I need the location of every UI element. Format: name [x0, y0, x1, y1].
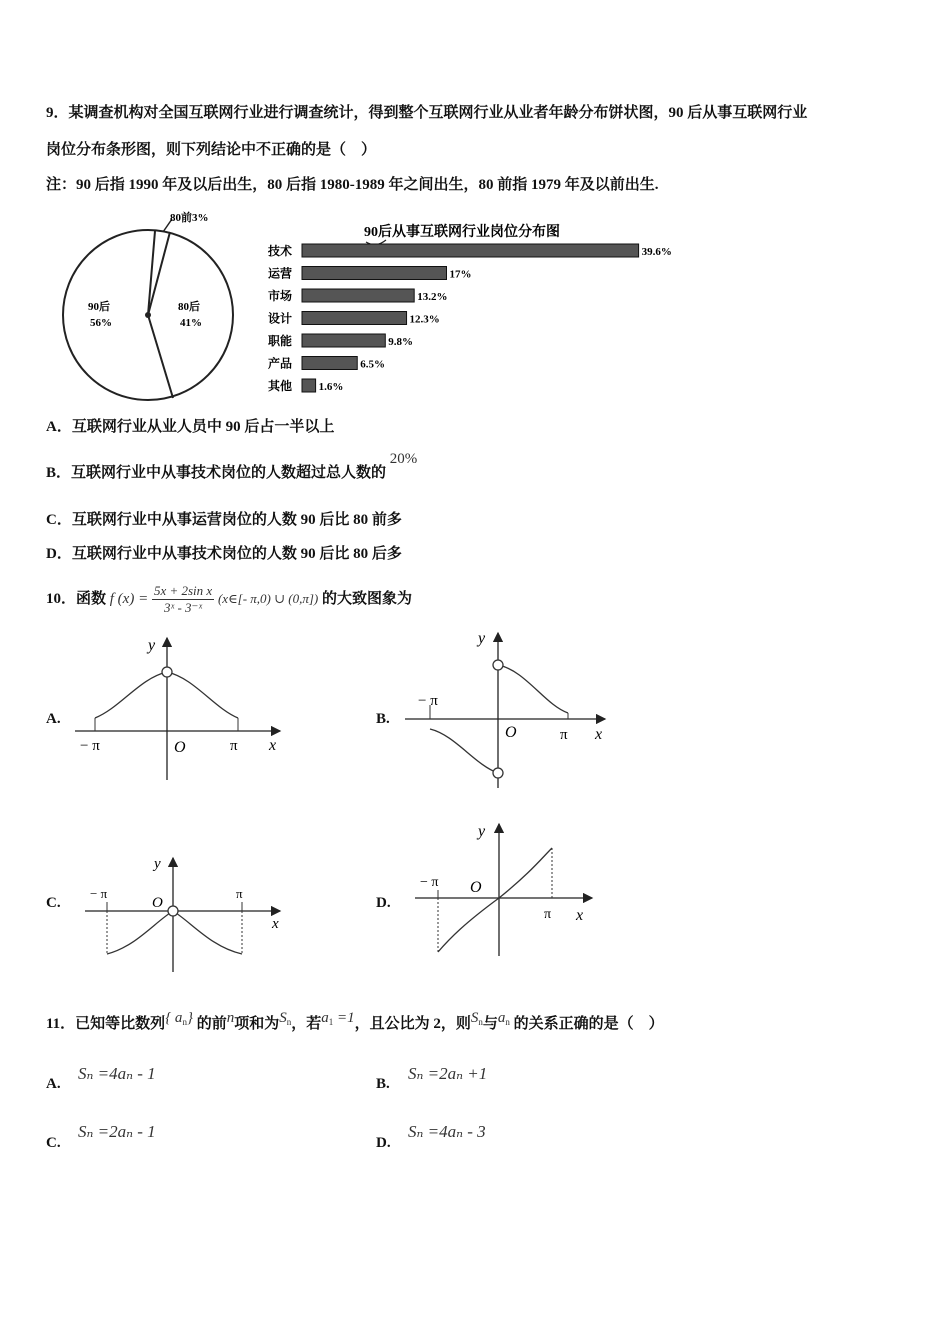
- q10-suffix: 的大致图象为: [322, 591, 413, 607]
- q10-denominator: 3ˣ - 3⁻ˣ: [164, 600, 203, 616]
- bar-category-label: 其他: [268, 379, 293, 393]
- q11-option-d-expr[interactable]: Sₙ =4aₙ - 3: [408, 1122, 486, 1141]
- q11-Sn: [279, 1010, 291, 1026]
- q10-fraction: [152, 583, 214, 616]
- bar: [302, 379, 316, 392]
- bar: [302, 267, 447, 280]
- open-point-bottom: [493, 768, 503, 778]
- q11-text-5: ，且公比为 2，则: [354, 1016, 471, 1032]
- q10-graph-a[interactable]: [70, 628, 290, 788]
- q11-text-2: 的前: [196, 1016, 227, 1032]
- q10-option-a-label[interactable]: A.: [46, 711, 61, 727]
- q10-option-d-label[interactable]: D.: [376, 895, 391, 911]
- q11-Sn-2: [471, 1010, 483, 1026]
- q11-option-a-label[interactable]: A.: [46, 1076, 61, 1092]
- bar: [302, 289, 414, 302]
- q9-stem-line2: 岗位分布条形图，则下列结论中不正确的是（ ）: [46, 142, 377, 158]
- origin-label: O: [505, 724, 517, 741]
- q11-a1: [321, 1010, 354, 1026]
- q11-option-a-expr[interactable]: Sₙ =4aₙ - 1: [78, 1064, 156, 1083]
- q10-option-c-label[interactable]: C.: [46, 895, 61, 911]
- q11-S: S: [279, 1010, 287, 1026]
- q11-seq-close: }: [186, 1010, 193, 1026]
- q9-option-c[interactable]: C．互联网行业中从事运营岗位的人数 90 后比 80 前多: [46, 512, 402, 528]
- bar-category-label: 技术: [268, 244, 293, 258]
- bar: [302, 357, 357, 370]
- bar-value-label: 9.8%: [388, 336, 414, 348]
- q11-option-c-expr[interactable]: Sₙ =2aₙ - 1: [78, 1122, 156, 1141]
- curve-left: [430, 729, 498, 773]
- y-label: y: [478, 823, 486, 840]
- q10-option-b-label[interactable]: B.: [376, 711, 390, 727]
- x-label: x: [272, 916, 279, 932]
- y-label: y: [148, 637, 156, 654]
- q11-stem: [46, 1010, 664, 1038]
- q11-n: n: [226, 1010, 235, 1026]
- bar-value-label: 6.5%: [360, 358, 385, 371]
- pie-label-80qian: 80前3%: [170, 212, 209, 224]
- q11-S-sub-2: n: [478, 1017, 483, 1027]
- bar-value-label: 1.6%: [318, 381, 344, 393]
- q11-option-c-label[interactable]: C.: [46, 1135, 61, 1151]
- pie-label-80hou: 80后: [178, 301, 200, 313]
- q9-stem-line1: 9．某调查机构对全国互联网行业进行调查统计，得到整个互联网行业从业者年龄分布饼状图，90 后从事互联网行业: [46, 105, 808, 121]
- open-point-top: [493, 660, 503, 670]
- position-bar-chart: [262, 212, 712, 402]
- q10-fx: f (x) =: [109, 591, 149, 607]
- bar-category-label: 市场: [268, 289, 293, 303]
- q9-option-b[interactable]: [46, 451, 418, 483]
- origin-label: O: [152, 895, 163, 911]
- origin-label: O: [470, 879, 482, 896]
- q11-option-b-expr[interactable]: Sₙ =2aₙ +1: [408, 1064, 488, 1083]
- bar: [302, 244, 639, 257]
- x-label: x: [269, 737, 277, 754]
- q11-S-2: S: [470, 1010, 479, 1026]
- open-point: [168, 906, 178, 916]
- bar-value-label: 13.2%: [417, 291, 448, 303]
- pi-label: π: [560, 727, 568, 743]
- pi-label: π: [230, 738, 238, 754]
- bar-category-label: 职能: [268, 334, 293, 348]
- bar-value-label: 12.3%: [409, 313, 440, 326]
- q11-S-sub: n: [286, 1017, 292, 1027]
- q10-prefix: 10．函数: [46, 591, 107, 607]
- pie-divider-3: [148, 315, 173, 398]
- pi-label: π: [236, 886, 243, 901]
- neg-pi-label: − π: [420, 875, 439, 890]
- pie-value-80hou: 41%: [180, 317, 202, 329]
- q10-stem: [46, 580, 412, 618]
- q11-text-6: 与: [482, 1016, 498, 1032]
- q9-option-b-text: B．互联网行业中从事技术岗位的人数超过总人数的: [46, 465, 387, 481]
- pie-center: [145, 312, 151, 318]
- pi-label: π: [544, 907, 552, 922]
- q10-graph-c[interactable]: [80, 852, 290, 977]
- bar-category-label: 产品: [268, 356, 293, 371]
- bar-chart-title: 90后从事互联网行业岗位分布图: [364, 225, 560, 240]
- q11-a1-sub: 1: [328, 1017, 334, 1027]
- q9-option-d[interactable]: D．互联网行业中从事技术岗位的人数 90 后比 80 后多: [46, 546, 402, 562]
- origin-label: O: [174, 739, 186, 756]
- pie-value-90hou: 56%: [90, 317, 112, 329]
- q11-a1-a: a: [321, 1010, 329, 1026]
- q9-option-b-math: 20%: [389, 451, 418, 467]
- curve: [107, 911, 242, 954]
- q11-text-3: 项和为: [234, 1016, 280, 1032]
- q11-option-d-label[interactable]: D.: [376, 1135, 391, 1151]
- bar-value-label: 39.6%: [641, 246, 672, 258]
- x-label: x: [595, 726, 603, 743]
- q9-option-a[interactable]: A．互联网行业从业人员中 90 后占一半以上: [46, 419, 335, 435]
- y-label: y: [478, 630, 486, 647]
- q11-seq: [165, 1010, 193, 1026]
- q11-text-1: 11．已知等比数列: [46, 1016, 166, 1032]
- q11-option-b-label[interactable]: B.: [376, 1076, 390, 1092]
- bar-category-label: 运营: [268, 266, 293, 281]
- curve: [438, 848, 552, 952]
- neg-pi-label: − π: [80, 738, 100, 754]
- q11-an: $a_n$: [497, 1010, 510, 1027]
- age-pie-chart: [60, 205, 260, 405]
- x-label: x: [576, 907, 584, 924]
- neg-pi-label: − π: [90, 886, 108, 901]
- open-point: [162, 667, 172, 677]
- y-label: y: [154, 856, 161, 872]
- q10-graph-d[interactable]: [410, 818, 600, 963]
- q11-text-7: 的关系正确的是（ ）: [513, 1016, 664, 1032]
- q11-a1-eq: =1: [333, 1010, 355, 1026]
- q11-seq-sub: n: [182, 1017, 187, 1027]
- bar: [302, 334, 385, 347]
- q10-domain: (x∈[- π,0) ∪ (0,π]): [217, 591, 319, 606]
- q10-numerator: 5x + 2sin x: [153, 583, 213, 599]
- q10-graph-b[interactable]: [400, 625, 620, 795]
- neg-pi-label: − π: [418, 693, 438, 709]
- bar: [302, 312, 407, 325]
- q11-seq-a: { a: [165, 1010, 183, 1026]
- q9-note: 注：90 后指 1990 年及以后出生，80 后指 1980-1989 年之间出生，80 前指 1979 年及以前出生.: [46, 177, 659, 193]
- curve-right: [498, 665, 568, 713]
- bar-category-label: 设计: [268, 311, 293, 326]
- q11-text-4: ，若: [291, 1016, 322, 1032]
- q11-an-sub: n: [505, 1017, 510, 1027]
- bar-value-label: 17%: [449, 268, 472, 281]
- pie-label-90hou: 90后: [88, 301, 110, 313]
